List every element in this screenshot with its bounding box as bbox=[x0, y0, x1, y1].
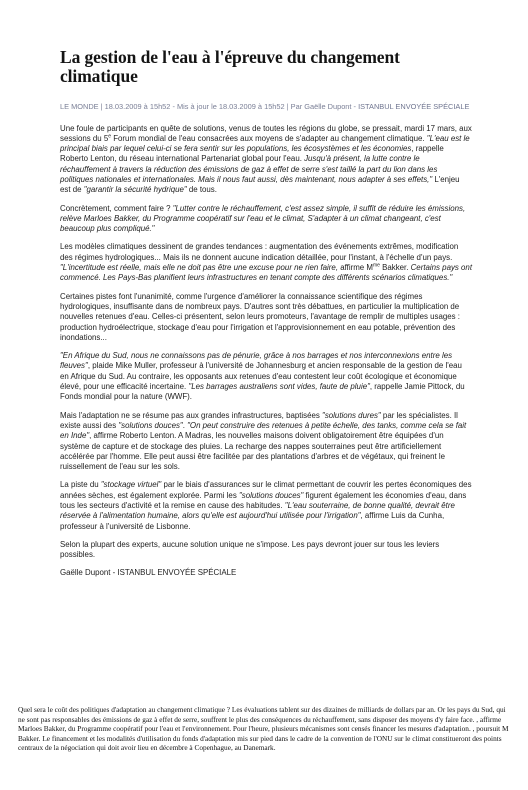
byline-updated: Mis à jour le 18.03.2009 à 15h52 bbox=[176, 102, 285, 111]
text-run: Les modèles climatiques dessinent de grandes tendances : augmentation des événements extrêmes, modification des régimes hydrologiques... Mais ils ne donnent aucune indication détaillée, pour l'instant, à l'échelle d'un pays. bbox=[60, 242, 459, 262]
paragraph-8: Selon la plupart des experts, aucune solution unique ne s'impose. Les pays devront jouer sur tous les leviers possibles. bbox=[60, 539, 440, 560]
article-byline: LE MONDE | 18.03.2009 à 15h52 - Mis à jour le 18.03.2009 à 15h52 | Par Gaëlle Dupont - ISTANBUL ENVOYÉE SPÉCIALE bbox=[60, 102, 470, 111]
byline-location: ISTANBUL ENVOYÉE SPÉCIALE bbox=[358, 102, 470, 111]
text-run: Mais l'adaptation ne se résume pas aux grandes infrastructures, baptisées bbox=[60, 410, 323, 420]
text-run: , plaide Mike Muller, professeur à l'université de Johannesburg et ancien responsable de la gestion de l'eau en Afrique du Sud. Au contraire, les opposants aux retenues d'eau contestent leur coût écologique et économique élevé, pour une efficacité incertaine. bbox=[60, 361, 462, 392]
paragraph-1 bbox=[60, 124, 472, 196]
paragraph-2 bbox=[60, 204, 472, 235]
article-signature: Gaëlle Dupont - ISTANBUL ENVOYÉE SPÉCIALE bbox=[60, 568, 237, 578]
paragraph-6 bbox=[60, 411, 472, 473]
text-run: Forum mondial de l'eau consacrées aux moyens de s'adapter au changement climatique. bbox=[111, 133, 427, 143]
text-run: figurent également les économies d'eau, dans tous les secteurs d'activité et la remise en cause des habitudes. bbox=[60, 490, 467, 510]
quote: "Lutter contre le réchauffement, c'est assez simple, il suffit de réduire les émissions, bbox=[172, 203, 466, 213]
paragraph-5 bbox=[60, 351, 472, 402]
quote: "En Afrique du Sud, nous ne connaissons pas de pénurie, grâce à nos barrages et nos interconnexions entre les fleuves" bbox=[60, 351, 453, 371]
text-run: . bbox=[182, 420, 188, 430]
paragraph-3 bbox=[60, 242, 472, 283]
quote: Certains pays ont commencé. Les Pays-Bas planifient leurs infrastructures en tenant compte des différents scénarios climatiques." bbox=[60, 263, 473, 283]
footer-note: Quel sera le coût des politiques d'adaptation au changement climatique ? Les évaluations tablent sur des dizaines de milliards de dollars par an. Or les pays du Sud, qui ne sont pas responsables des émissions de gaz à effet de serre, souffrent le plus des conséquences du réchauffement, sans disposer des moyens d'y faire face. , affirme Marloes Bakker, du Programme coopératif pour l'eau et l'environnement. Pour l'heure, plusieurs mécanismes sont censés financer les mesures d'adaptation. , poursuit M Bakker. Le financement et les modalités d'utilisation du fonds d'adaptation mis sur pied dans le cadre de la convention de l'ONU sur le climat constitueront des points centraux de la négociation qui doit avoir lieu en décembre à Copenhague, au Danemark. bbox=[18, 705, 509, 753]
article-title: La gestion de l'eau à l'épreuve du changement climatique bbox=[60, 47, 400, 86]
text-run: par le biais d'assurances sur le climat permettant de couvrir les pertes économiques des années sèches, est également explorée. Parmi les bbox=[60, 480, 472, 500]
byline-date: 18.03.2009 à 15h52 bbox=[104, 102, 171, 111]
paragraph-4: Certaines pistes font l'unanimité, comme l'urgence d'améliorer la connaissance scientifique des régimes hydrologiques, insuffisante dans de nombreux pays. D'autres sont très débattues, en particulier la multiplication de nouvelles retenues d'eau. Celles-ci présentent, selon leurs promoteurs, l'avantage de remplir de multiples usages : production hydroélectrique, stockage d'eau pour l'irrigation et l'approvisionnement en eau potable, prévention des inondations... bbox=[60, 291, 460, 342]
text-run: affirme M bbox=[338, 263, 373, 273]
text-run: Bakker. bbox=[379, 263, 411, 273]
quote: "L'eau souterraine, de bonne qualité, devrait être réservée à l'alimentation humaine, alors qu'elle est aujourd'hui utilisée pour l'irrigation" bbox=[60, 501, 455, 521]
text-run: par les spécialistes. Il existe aussi des bbox=[60, 410, 458, 430]
text-run: , rappelle Jamie Pittock, du Fonds mondial pour la nature (WWF). bbox=[60, 382, 465, 402]
quote: "On peut construire des retenues à petite échelle, des tanks, comme cela se fait en Inde" bbox=[60, 420, 467, 441]
quote: "garantir la sécurité hydrique" bbox=[83, 185, 187, 195]
text-run: Concrètement, comment faire ? bbox=[60, 203, 173, 213]
text-run: , rappelle Roberto Lenton, du réseau international Partenariat global pour l'eau. bbox=[60, 144, 444, 164]
paragraph-7 bbox=[60, 480, 472, 531]
quote: "Les barrages australiens sont vides, faute de pluie" bbox=[188, 382, 370, 392]
text-run: , affirme Roberto Lenton. A Madras, les nouvelles maisons doivent obligatoirement être équipées d'un système de capture et de stockage des pluies. La recharge des nappes souterraines peut être artificiellement accélérée par l'homme. Elle peut aussi être facilitée par des plantations d'arbres et de végétaux, qui freinent le ruissellement de l'eau sur les sols. bbox=[60, 431, 446, 472]
quote: "solutions dures" bbox=[322, 410, 381, 420]
article bbox=[60, 48, 472, 587]
quote: "solutions douces" bbox=[238, 490, 304, 500]
text-run: de tous. bbox=[186, 185, 217, 195]
quote: Jusqu'à présent, la lutte contre le réchauffement à travers la réduction des émissions de gaz à effet de serre s'est taillé la part du lion dans les politiques nationales et internationales. Mais il nous faut aussi, dès maintenant, nous adapter à ses effets," bbox=[60, 154, 438, 184]
quote: "L'eau est le principal biais par lequel celui-ci se fera sentir sur les populations, les écosystèmes et les économies bbox=[60, 133, 470, 154]
text-run: , affirme Luis da Cunha, professeur à l'université de Lisbonne. bbox=[60, 511, 445, 531]
quote: "stockage virtuel" bbox=[100, 480, 162, 490]
superscript: e bbox=[108, 133, 112, 140]
text-run: Une foule de participants en quête de solutions, venus de toutes les régions du globe, se pressait, mardi 17 mars, aux sessions du 5 bbox=[60, 123, 472, 143]
quote: "L'incertitude est réelle, mais elle ne doit pas être une excuse pour ne rien faire, bbox=[60, 263, 339, 273]
text-run: L'enjeu est de bbox=[60, 174, 460, 195]
quote: "solutions douces" bbox=[118, 420, 183, 430]
quote: relève Marloes Bakker, du Programme coopératif sur l'eau et le climat, S'adapter à un climat changeant, c'est beaucoup plus compliqué." bbox=[60, 213, 441, 234]
byline-author: Par Gaëlle Dupont bbox=[290, 102, 352, 111]
superscript: me bbox=[372, 262, 380, 269]
text-run: La piste du bbox=[60, 480, 101, 490]
byline-source: LE MONDE bbox=[60, 102, 99, 111]
